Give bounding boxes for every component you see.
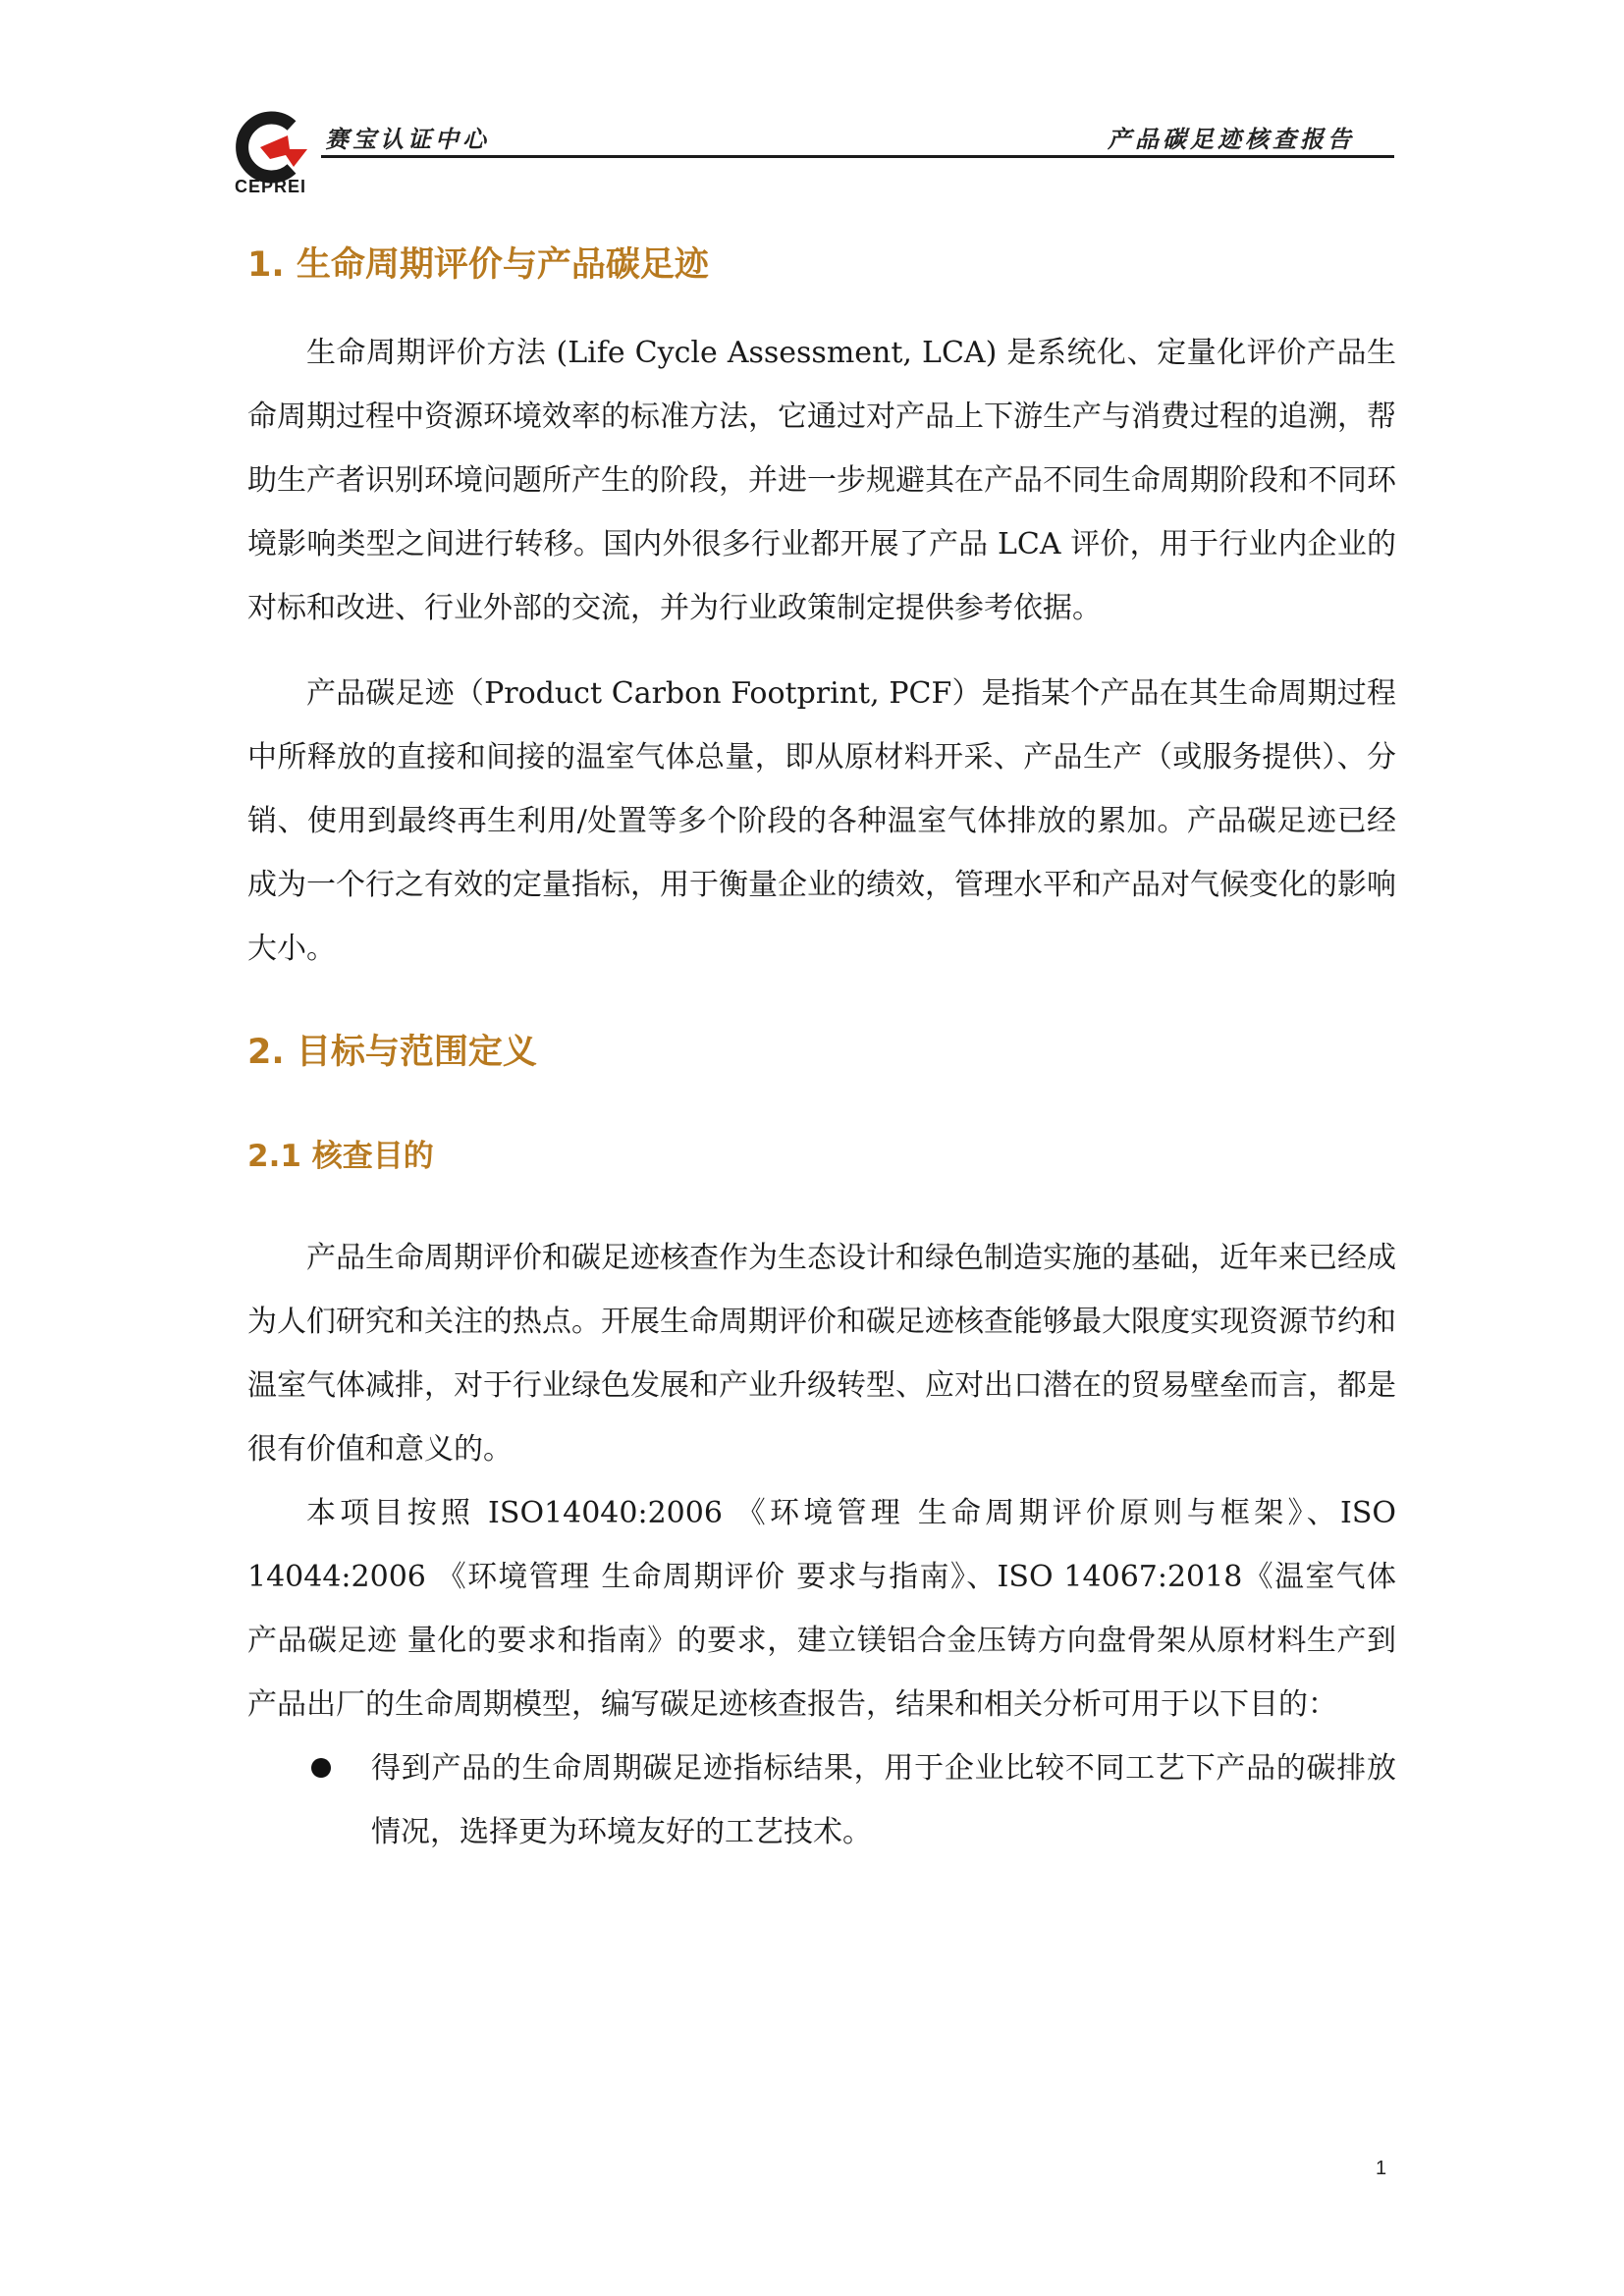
bullet-item <box>247 1736 1396 1864</box>
organization-name: 赛宝认证中心 <box>325 126 490 153</box>
bullet-dot-icon <box>311 1758 331 1778</box>
report-title: 产品碳足迹核查报告 <box>1108 126 1355 153</box>
bullet-item-text: 得到产品的生命周期碳足迹指标结果，用于企业比较不同工艺下产品的碳排放情况，选择更为环境友好的工艺技术。 <box>371 1751 1396 1849</box>
section-1-paragraph-pcf: 产品碳足迹（Product Carbon Footprint, PCF）是指某个产品在其生命周期过程中所释放的直接和间接的温室气体总量，即从原材料开采、产品生产（或服务提供）、分销、使用到最终再生利用/处置等多个阶段的各种温室气体排放的累加。产品碳足迹已经成为一个行之有效的定量指标，用于衡量企业的绩效，管理水平和产品对气候变化的影响大小。 <box>247 676 1396 966</box>
subsection-2-1-paragraph-1: 产品生命周期评价和碳足迹核查作为生态设计和绿色制造实施的基础，近年来已经成为人们研究和关注的热点。开展生命周期评价和碳足迹核查能够最大限度实现资源节约和温室气体减排，对于行业绿色发展和产业升级转型、应对出口潜在的贸易壁垒而言，都是很有价值和意义的。 <box>247 1241 1396 1467</box>
logo-text: CEPREI <box>235 177 307 196</box>
page-number: 1 <box>1376 2158 1387 2179</box>
section-2-heading: 2. 目标与范围定义 <box>247 1033 537 1072</box>
section-1-heading: 1. 生命周期评价与产品碳足迹 <box>247 245 709 285</box>
subsection-2-1-paragraph-2: 本项目按照 ISO14040:2006 《环境管理 生命周期评价原则与框架》、ISO 14044:2006 《环境管理 生命周期评价 要求与指南》、ISO 14067:2018《温室气体 产品碳足迹 量化的要求和指南》的要求，建立镁铝合金压铸方向盘骨架从原材料生产到产品出厂的生命周期模型，编写碳足迹核查报告，结果和相关分析可用于以下目的： <box>247 1496 1396 1722</box>
subsection-2-1-heading: 2.1 核查目的 <box>247 1139 434 1174</box>
section-1-paragraph-lca: 生命周期评价方法 (Life Cycle Assessment, LCA) 是系统化、定量化评价产品生命周期过程中资源环境效率的标准方法，它通过对产品上下游生产与消费过程的追溯，帮助生产者识别环境问题所产生的阶段，并进一步规避其在产品不同生命周期阶段和不同环境影响类型之间进行转移。国内外很多行业都开展了产品 LCA 评价，用于行业内企业的对标和改进、行业外部的交流，并为行业政策制定提供参考依据。 <box>247 336 1396 625</box>
header-divider <box>321 155 1394 158</box>
document-body <box>247 231 1396 1864</box>
page-header <box>231 110 1394 198</box>
